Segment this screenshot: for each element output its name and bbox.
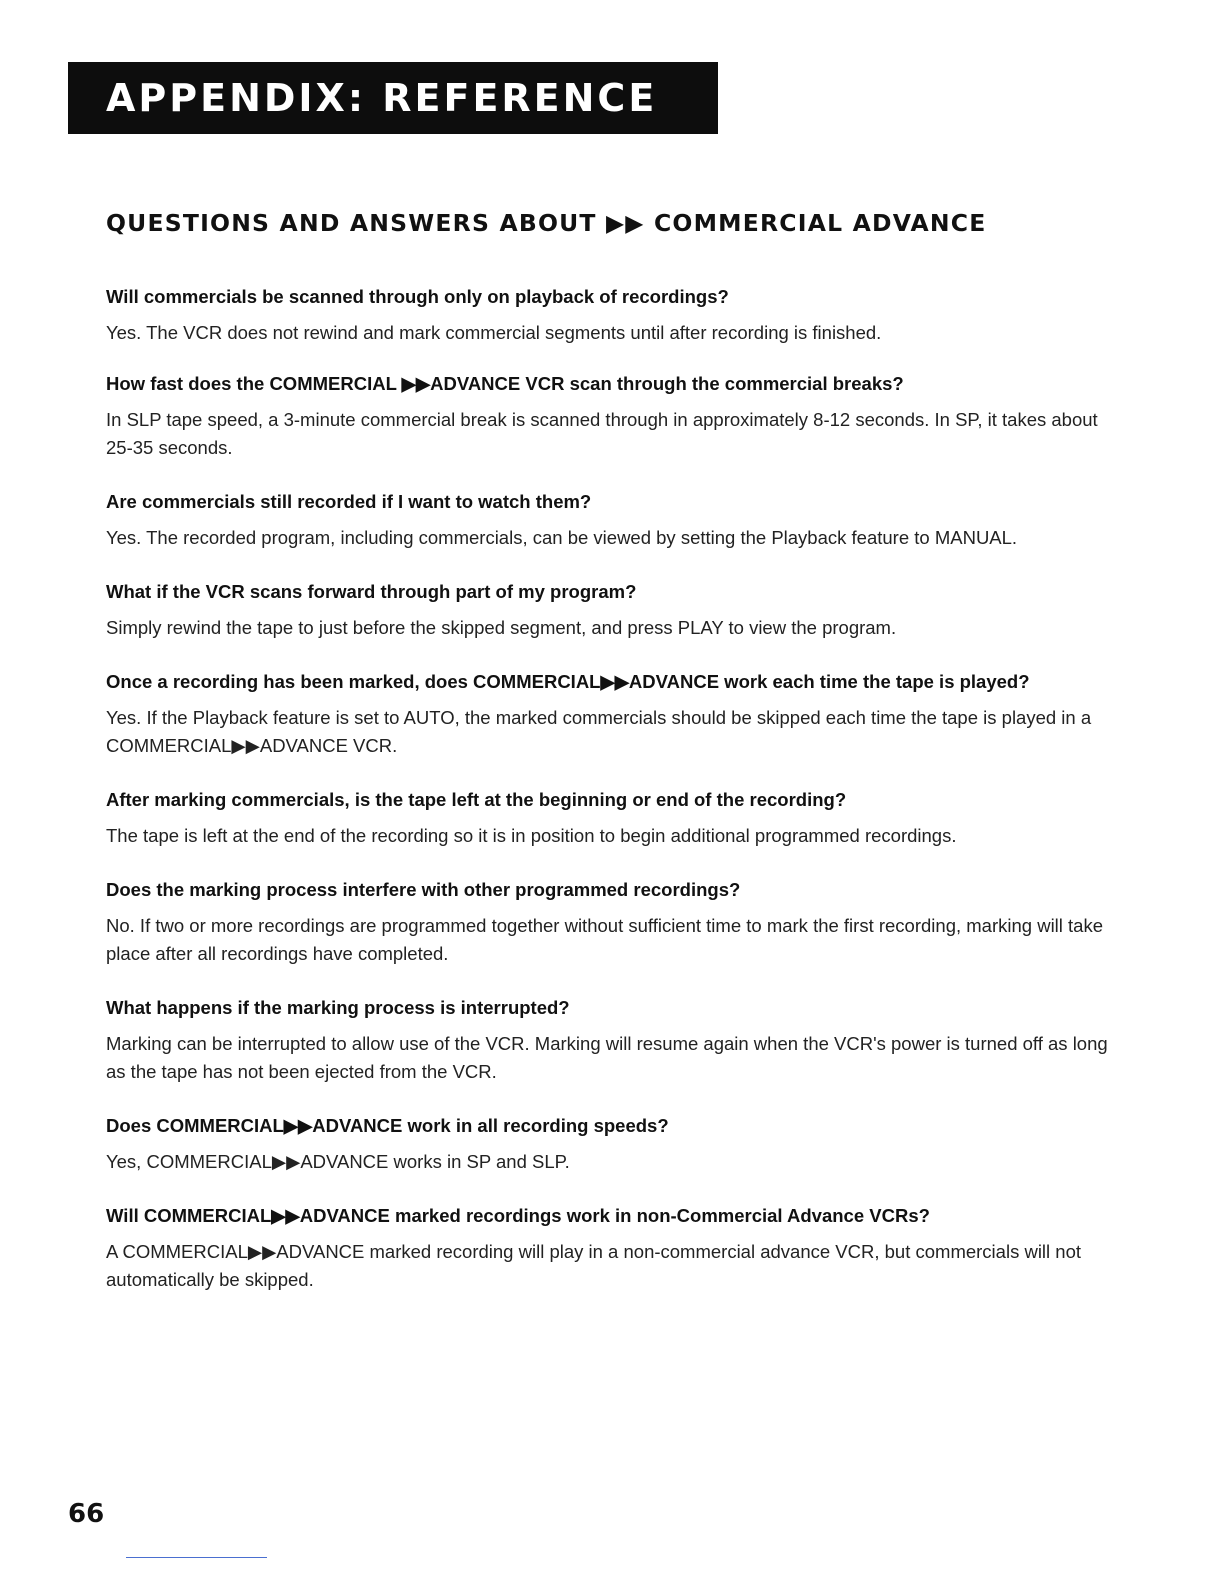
qa-item <box>106 488 1126 552</box>
answer: Marking can be interrupted to allow use of the VCR. Marking will resume again when the VCR's power is turned off as long as the tape has not been ejected from the VCR. <box>106 1033 1108 1082</box>
header-banner <box>68 62 718 134</box>
qa-item <box>106 668 1126 760</box>
answer: Yes. The recorded program, including commercials, can be viewed by setting the Playback feature to MANUAL. <box>106 527 1018 548</box>
answer: A COMMERCIAL▶▶ADVANCE marked recording will play in a non-commercial advance VCR, but commercials will not automatically be skipped. <box>106 1241 1082 1290</box>
question: Does the marking process interfere with other programmed recordings? <box>106 879 741 900</box>
answer: Simply rewind the tape to just before the skipped segment, and press PLAY to view the program. <box>106 617 897 638</box>
question: What if the VCR scans forward through part of my program? <box>106 581 637 602</box>
qa-item <box>106 578 1126 642</box>
question: Will commercials be scanned through only on playback of recordings? <box>106 286 729 307</box>
qa-item <box>106 1202 1126 1294</box>
question: After marking commercials, is the tape left at the beginning or end of the recording? <box>106 789 847 810</box>
footer-rule <box>126 1557 267 1558</box>
answer: Yes. The VCR does not rewind and mark commercial segments until after recording is finished. <box>106 322 882 343</box>
answer: Yes, COMMERCIAL▶▶ADVANCE works in SP and SLP. <box>106 1151 570 1172</box>
answer: In SLP tape speed, a 3-minute commercial break is scanned through in approximately 8-12 seconds. In SP, it takes about 25-35 seconds. <box>106 409 1098 458</box>
answer: Yes. If the Playback feature is set to AUTO, the marked commercials should be skipped each time the tape is played in a COMMERCIAL▶▶ADVANCE VCR. <box>106 707 1092 756</box>
question: Are commercials still recorded if I want to watch them? <box>106 491 592 512</box>
question: Once a recording has been marked, does COMMERCIAL▶▶ADVANCE work each time the tape is played? <box>106 671 1030 692</box>
banner-title: APPENDIX: REFERENCE <box>106 76 658 120</box>
qa-item <box>106 786 1126 850</box>
answer: The tape is left at the end of the recording so it is in position to begin additional programmed recordings. <box>106 825 957 846</box>
qa-list <box>106 283 1126 1320</box>
answer: No. If two or more recordings are programmed together without sufficient time to mark the first recording, marking will take place after all recordings have completed. <box>106 915 1104 964</box>
qa-item <box>106 1112 1126 1176</box>
question: Will COMMERCIAL▶▶ADVANCE marked recordings work in non-Commercial Advance VCRs? <box>106 1205 930 1226</box>
question: What happens if the marking process is interrupted? <box>106 997 570 1018</box>
page-number: 66 <box>68 1499 105 1529</box>
question: How fast does the COMMERCIAL ▶▶ADVANCE VCR scan through the commercial breaks? <box>106 373 904 394</box>
qa-item <box>106 876 1126 968</box>
question: Does COMMERCIAL▶▶ADVANCE work in all recording speeds? <box>106 1115 669 1136</box>
qa-item <box>106 994 1126 1086</box>
section-title: QUESTIONS AND ANSWERS ABOUT ▶▶ COMMERCIAL ADVANCE <box>106 209 987 237</box>
qa-item <box>106 283 1126 347</box>
qa-item <box>106 370 1126 462</box>
